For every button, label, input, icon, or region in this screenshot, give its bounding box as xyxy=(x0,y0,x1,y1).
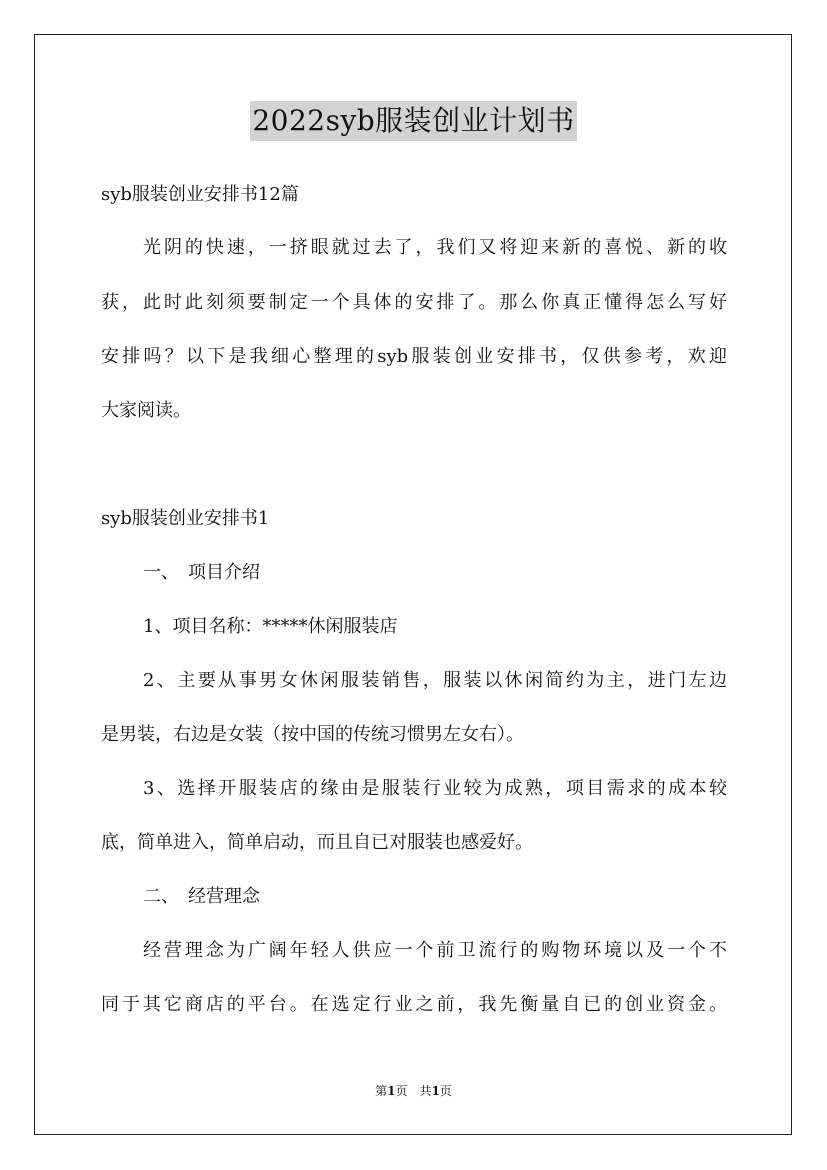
footer-page-number: 1 xyxy=(387,1084,396,1098)
item-1: 1、项目名称：*****休闲服装店 xyxy=(143,616,398,637)
footer-page-prefix: 第 xyxy=(375,1084,388,1098)
document-title-wrap xyxy=(0,101,827,141)
intro-line-1: 光阴的快速，一挤眼就过去了，我们又将迎来新的喜悦、新的收 xyxy=(143,237,727,258)
item-3-line-1: 3、选择开服装店的缘由是服装行业较为成熟，项目需求的成本较 xyxy=(143,778,727,799)
subtitle: syb服装创业安排书12篇 xyxy=(101,184,299,205)
heading-project-intro: 一、 项目介绍 xyxy=(143,562,260,583)
footer-page-mid: 页 共 xyxy=(395,1084,432,1098)
document-title: 2022syb服装创业计划书 xyxy=(250,101,576,141)
intro-line-3: 安排吗？以下是我细心整理的syb服装创业安排书，仅供参考，欢迎 xyxy=(101,346,727,367)
heading-business-philosophy: 二、 经营理念 xyxy=(143,886,260,907)
footer-page-total: 1 xyxy=(431,1084,440,1098)
intro-line-4: 大家阅读。 xyxy=(101,400,191,421)
item-3-line-2: 底，简单进入，简单启动，而且自已对服装也感爱好。 xyxy=(101,832,533,853)
intro-line-2: 获，此时此刻须要制定一个具体的安排了。那么你真正懂得怎么写好 xyxy=(101,292,727,313)
item-2-line-1: 2、主要从事男女休闲服装销售，服装以休闲简约为主，进门左边 xyxy=(143,670,727,691)
item-2-line-2: 是男装，右边是女装（按中国的传统习惯男左女右）。 xyxy=(101,724,524,745)
footer-page-suffix: 页 xyxy=(439,1084,452,1098)
para-2-line-2: 同于其它商店的平台。在选定行业之前，我先衡量自已的创业资金。 xyxy=(101,994,727,1015)
section-title: syb服装创业安排书1 xyxy=(101,508,270,529)
page-footer xyxy=(0,1083,827,1099)
para-2-line-1: 经营理念为广阔年轻人供应一个前卫流行的购物环境以及一个不 xyxy=(143,940,727,961)
